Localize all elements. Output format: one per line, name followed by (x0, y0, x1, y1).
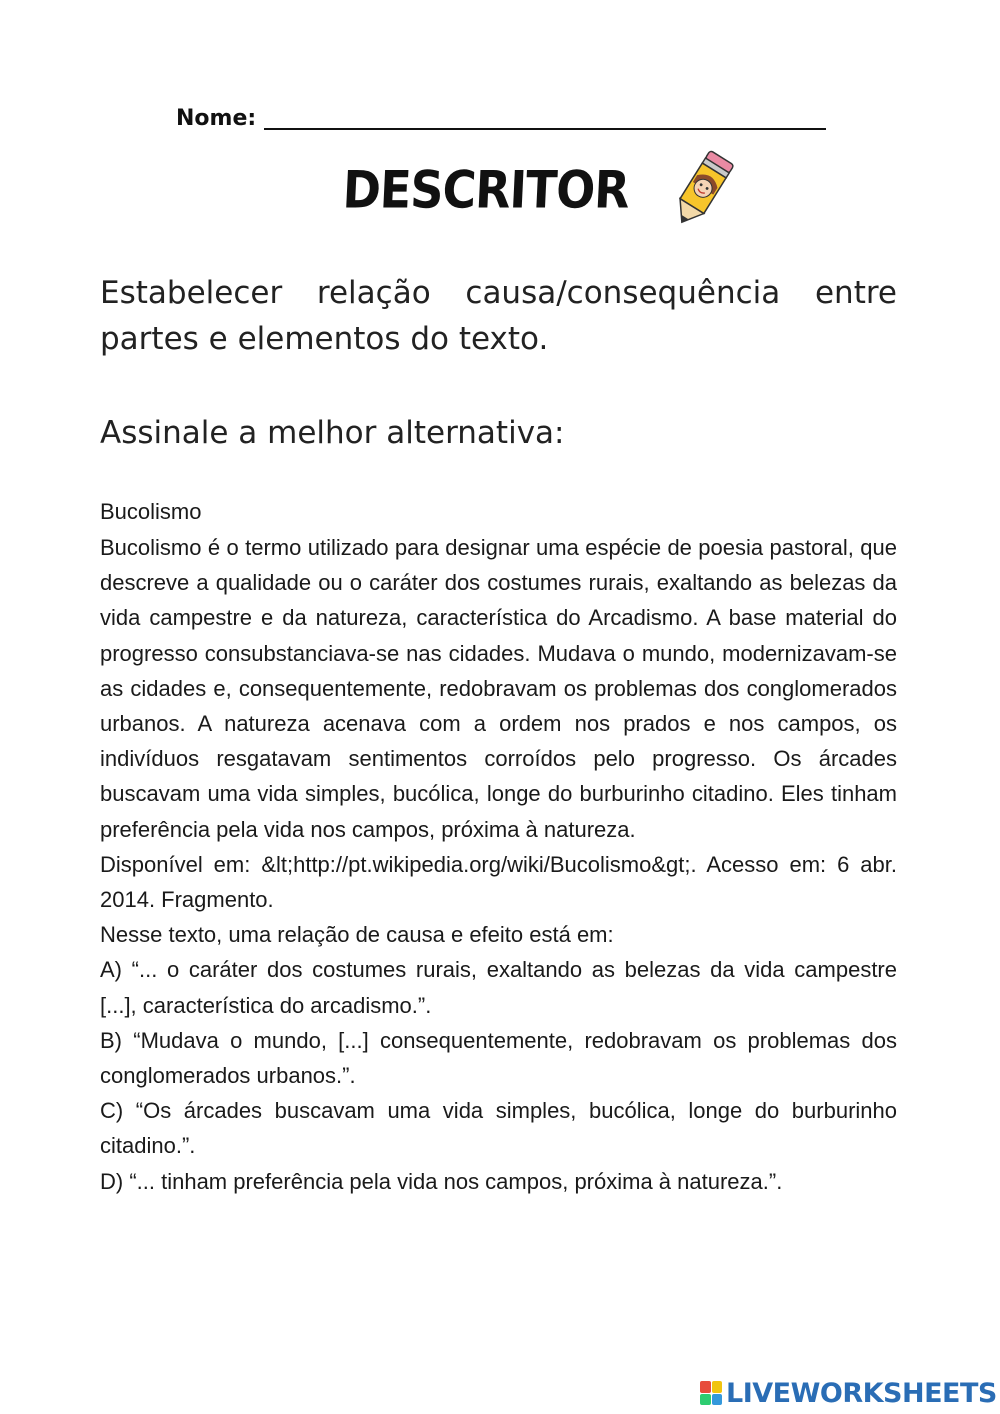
liveworksheets-logo-icon (700, 1381, 722, 1405)
reading-passage (100, 496, 897, 1199)
option-c[interactable]: C) “Os árcades buscavam uma vida simples, bucólica, longe do burburinho citadino.”. (100, 1098, 897, 1159)
page-title: DESCRITOR (341, 159, 631, 220)
name-label: Nome: (176, 106, 257, 131)
passage-body: Bucolismo é o termo utilizado para designar uma espécie de poesia pastoral, que descreve a qualidade ou o caráter dos costumes rurais, exaltando as belezas da vida campestre e da natureza, característica do Arcadismo. A base material do progresso consubstanciava-se nas cidades. Mudava o mundo, modernizavam-se as cidades e, consequentemente, redobravam os problemas dos conglomerados urbanos. A natureza acenava com a ordem nos prados e nos campos, os indivíduos resgatavam sentimentos corroídos pelo progresso. Os árcades buscavam uma vida simples, bucólica, longe do burburinho citadino. Eles tinham preferência pela vida nos campos, próxima à natureza. (100, 535, 897, 842)
descritor-header (340, 150, 740, 230)
option-a[interactable]: A) “... o caráter dos costumes rurais, exaltando as belezas da vida campestre [...], característica do arcadismo.”. (100, 957, 897, 1018)
descriptor-statement: Estabelecer relação causa/consequência entre partes e elementos do texto. (100, 275, 897, 357)
question-prompt: Nesse texto, uma relação de causa e efeito está em: (100, 922, 614, 948)
liveworksheets-logo (700, 1378, 997, 1408)
option-b[interactable]: B) “Mudava o mundo, [...] consequentemente, redobravam os problemas dos conglomerados urbanos.”. (100, 1027, 897, 1089)
passage-source: Disponível em: &lt;http://pt.wikipedia.org/wiki/Bucolismo&gt;. Acesso em: 6 abr. 2014. Fragmento. (100, 851, 897, 913)
name-field-row (176, 98, 826, 130)
name-blank-line (264, 106, 826, 130)
passage-title: Bucolismo (100, 499, 202, 524)
brand-name: LIVEWORKSHEETS (726, 1377, 997, 1409)
pencil-character-icon (662, 150, 742, 230)
instruction-text: Assinale a melhor alternativa: (100, 415, 565, 451)
option-d[interactable]: D) “... tinham preferência pela vida nos campos, próxima à natureza.”. (100, 1168, 783, 1194)
